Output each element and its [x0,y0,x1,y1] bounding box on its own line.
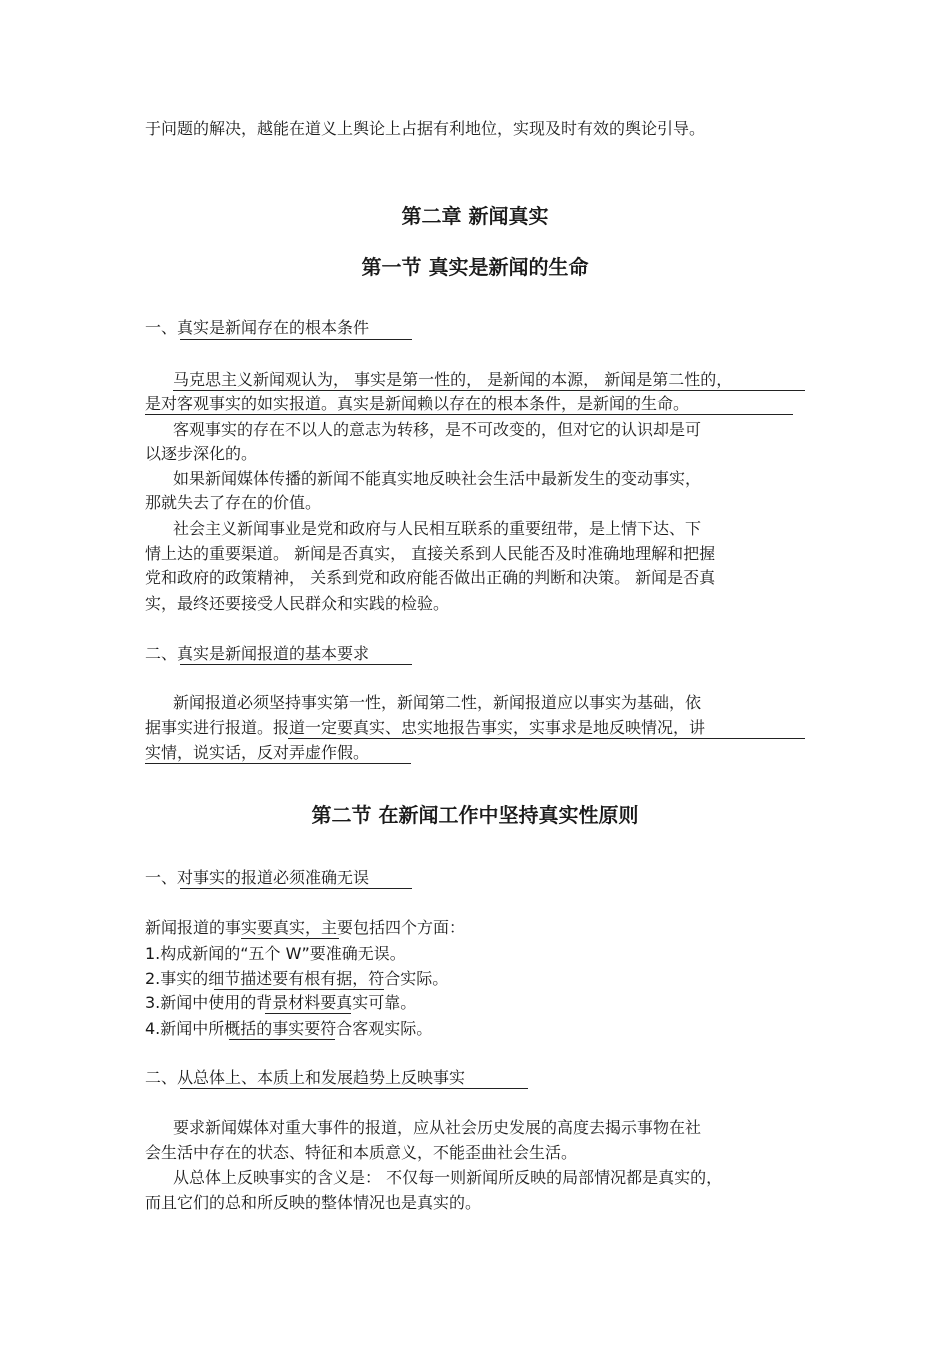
text-underline [265,1013,351,1014]
paragraph-line: 实，最终还要接受人民群众和实践的检验。 [145,594,450,613]
text-underline [173,390,805,391]
list-item: 3.新闻中使用的背景材料要真实可靠。 [145,993,417,1012]
paragraph-line: 那就失去了存在的价值。 [145,493,322,512]
list-intro-line: 新闻报道的事实要真实，主要包括四个方面： [145,918,466,937]
paragraph-line: 马克思主义新闻观认为， 事实是第一性的， 是新闻的本源， 新闻是第二性的， [173,370,733,389]
intro-text-line: 于问题的解决，越能在道义上舆论上占据有利地位，实现及时有效的舆论引导。 [145,119,706,138]
text-underline [145,414,793,415]
paragraph-line: 从总体上反映事实的含义是： 不仅每一则新闻所反映的局部情况都是真实的， [173,1168,723,1187]
list-item: 2.事实的细节描述要有根有据，符合实际。 [145,969,449,988]
paragraph-line: 党和政府的政策精神， 关系到党和政府能否做出正确的判断和决策。 新闻是否真 [145,568,716,587]
heading-underline [180,339,412,340]
text-underline [214,989,384,990]
paragraph-line: 要求新闻媒体对重大事件的报道，应从社会历史发展的高度去揭示事物在社 [173,1118,702,1137]
paragraph-line: 据事实进行报道。报道一定要真实、忠实地报告事实，实事求是地反映情况，讲 [145,718,706,737]
text-underline [241,938,339,939]
list-item: 4.新闻中所概括的事实要符合客观实际。 [145,1019,433,1038]
paragraph-line: 客观事实的存在不以人的意志为转移，是不可改变的，但对它的认识却是可 [173,420,702,439]
subsection-heading-2-2: 二、从总体上、本质上和发展趋势上反映事实 [145,1068,466,1087]
list-item: 1.构成新闻的“五个 W”要准确无误。 [145,944,406,963]
paragraph-line: 实情，说实话，反对弄虚作假。 [145,743,370,762]
section-title-2: 第二节 在新闻工作中坚持真实性原则 [311,803,639,827]
paragraph-line: 而且它们的总和所反映的整体情况也是真实的。 [145,1193,482,1212]
text-underline [229,1039,335,1040]
paragraph-line: 是对客观事实的如实报道。真实是新闻赖以存在的根本条件，是新闻的生命。 [145,394,690,413]
heading-underline [180,664,412,665]
paragraph-line: 如果新闻媒体传播的新闻不能真实地反映社会生活中最新发生的变动事实， [173,469,702,488]
paragraph-line: 情上达的重要渠道。 新闻是否真实， 直接关系到人民能否及时准确地理解和把握 [145,544,716,563]
subsection-heading-2-1: 一、对事实的报道必须准确无误 [145,868,370,887]
paragraph-line: 以逐步深化的。 [145,444,258,463]
text-underline [288,738,805,739]
heading-underline [180,888,412,889]
text-underline [145,763,411,764]
paragraph-line: 新闻报道必须坚持事实第一性，新闻第二性，新闻报道应以事实为基础，依 [173,693,702,712]
paragraph-line: 社会主义新闻事业是党和政府与人民相互联系的重要纽带，是上情下达、下 [173,519,702,538]
paragraph-line: 会生活中存在的状态、特征和本质意义，不能歪曲社会生活。 [145,1143,578,1162]
subsection-heading-1-2: 二、真实是新闻报道的基本要求 [145,644,370,663]
chapter-title: 第二章 新闻真实 [401,204,549,228]
section-title-1: 第一节 真实是新闻的生命 [361,255,589,279]
subsection-heading-1-1: 一、真实是新闻存在的根本条件 [145,318,370,337]
heading-underline [180,1088,528,1089]
